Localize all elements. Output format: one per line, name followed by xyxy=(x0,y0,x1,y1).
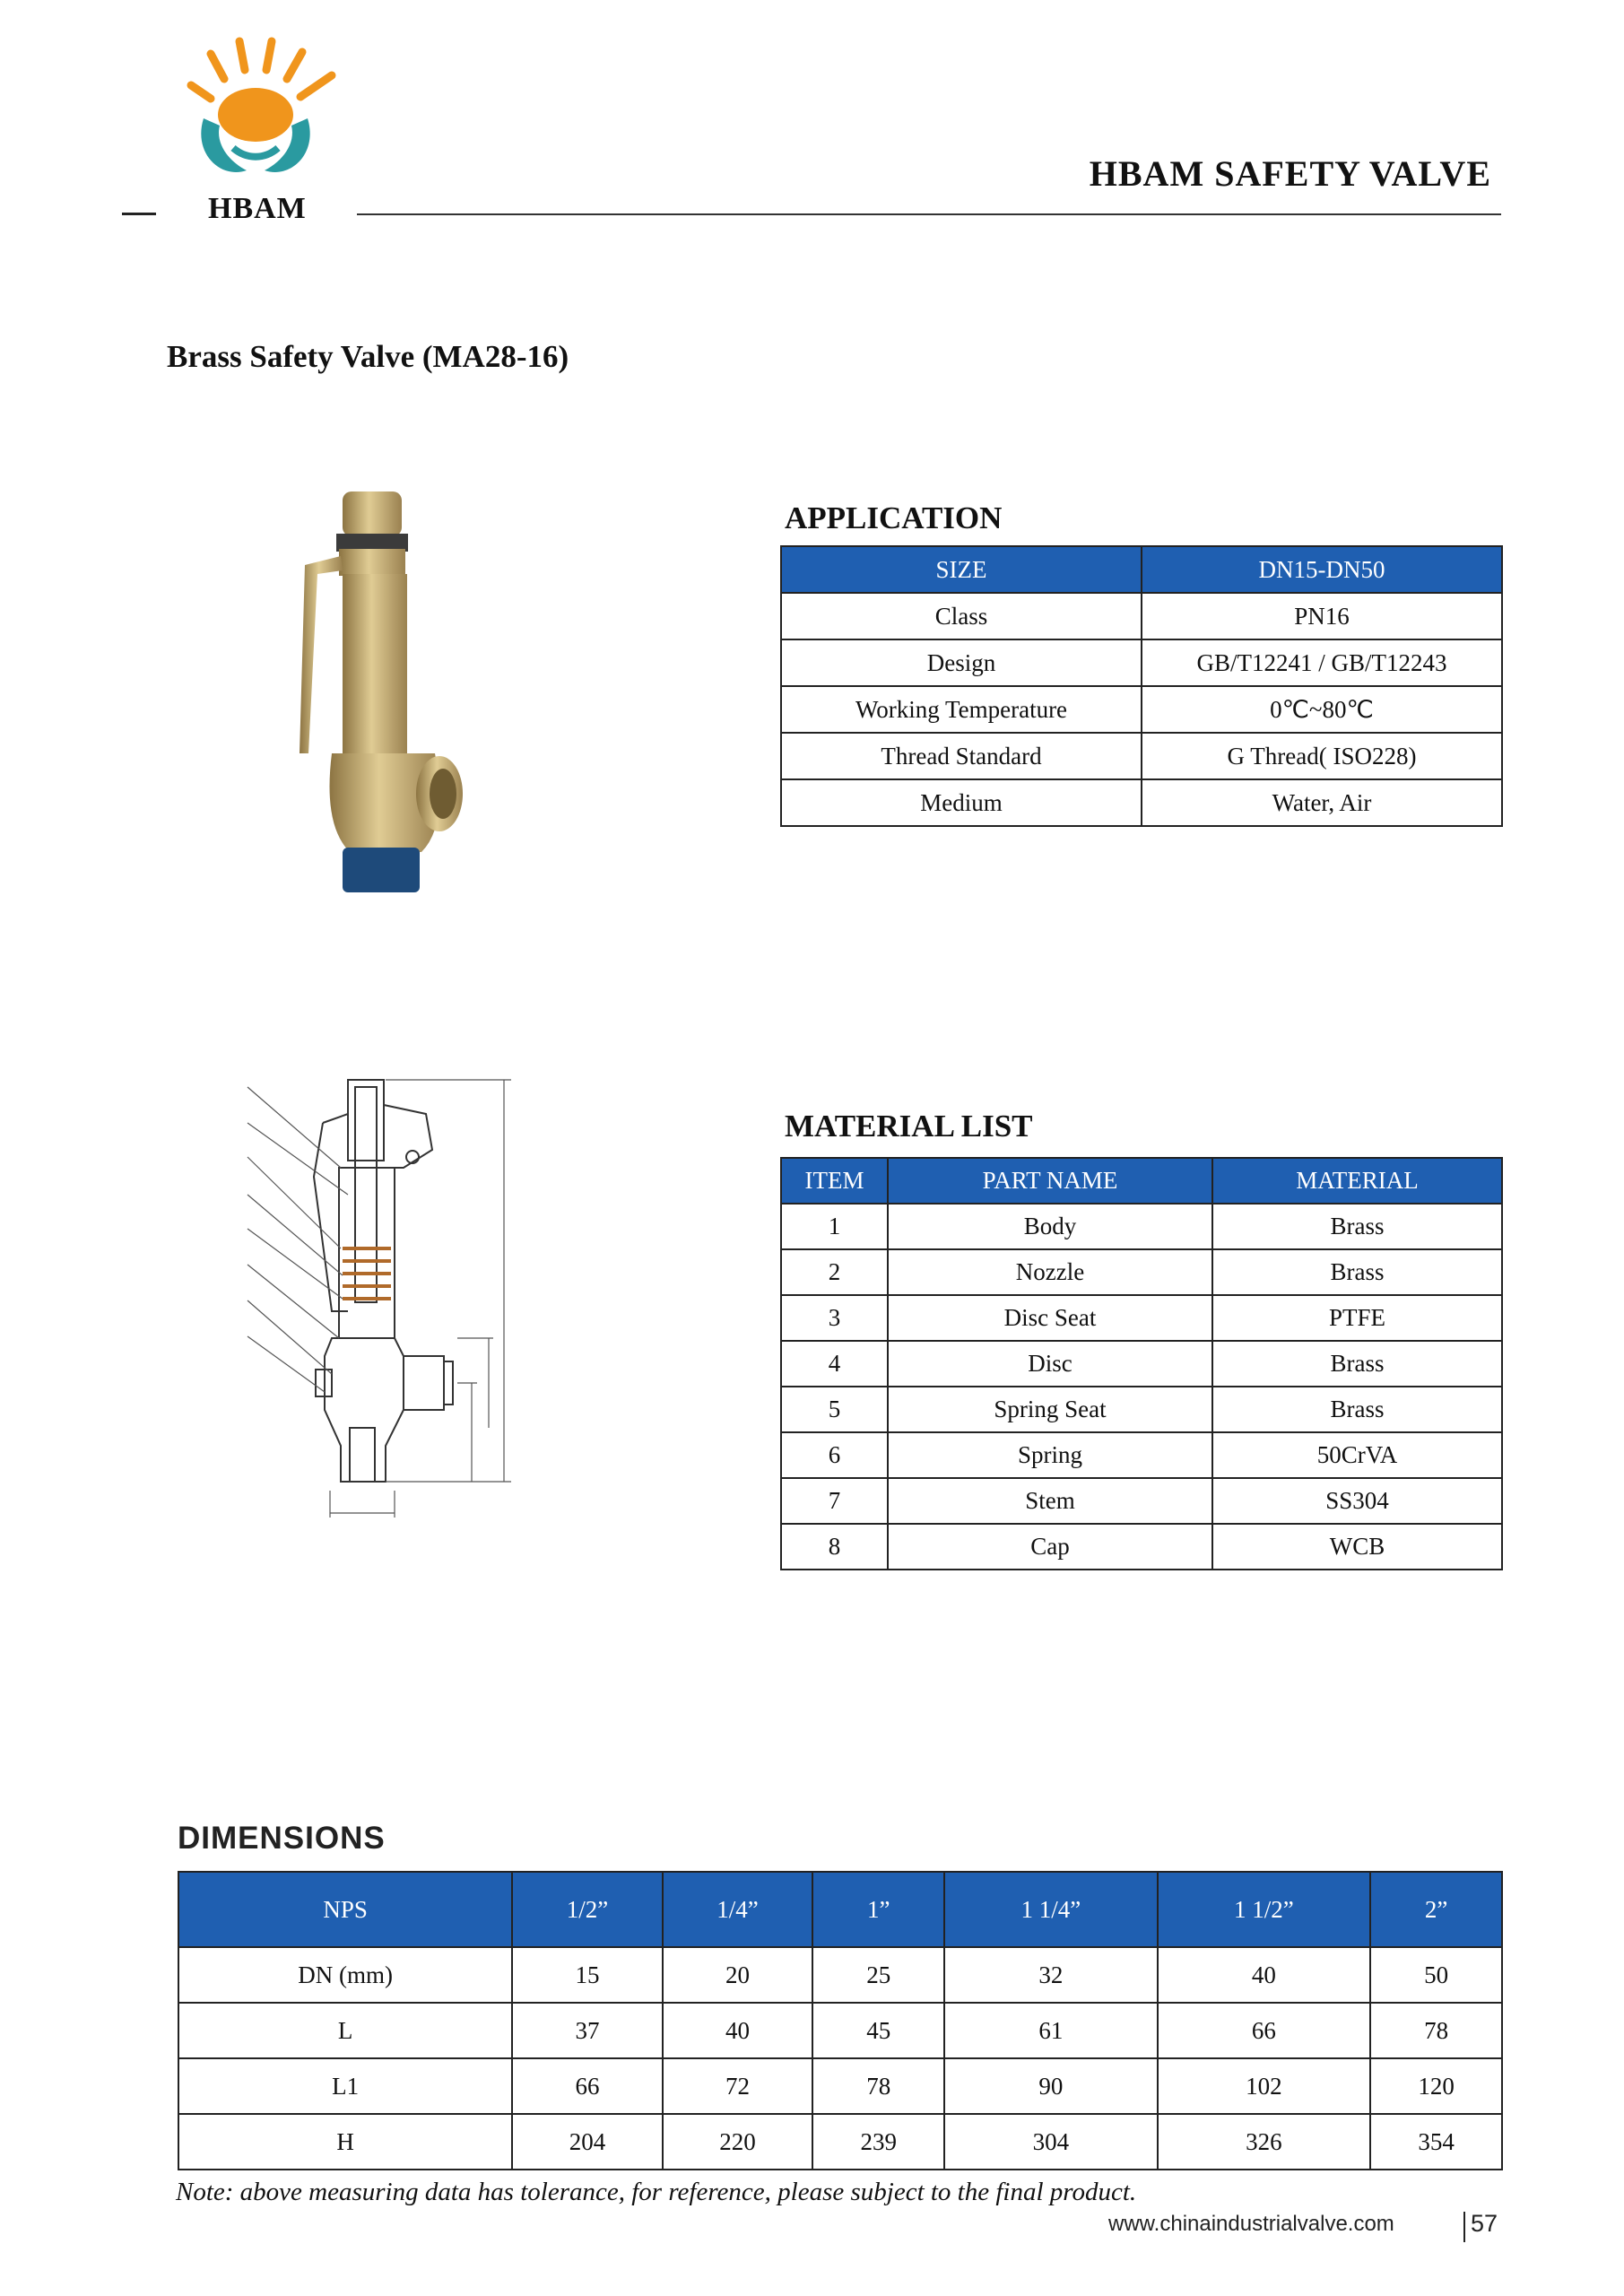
table-row xyxy=(781,1387,1502,1432)
column-header-nps: NPS xyxy=(178,1872,512,1947)
dimension-cell: 78 xyxy=(812,2058,944,2114)
table-row xyxy=(781,1432,1502,1478)
dimension-cell: 40 xyxy=(663,2003,813,2058)
table-row xyxy=(781,1478,1502,1524)
hbam-logo xyxy=(184,36,345,188)
spec-value: GB/T12241 / GB/T12243 xyxy=(1142,639,1502,686)
column-header-size: 1 1/4” xyxy=(944,1872,1158,1947)
dimension-cell: 239 xyxy=(812,2114,944,2170)
application-header-value: DN15-DN50 xyxy=(1142,546,1502,593)
material-list-heading: MATERIAL LIST xyxy=(785,1109,1033,1144)
document-title: HBAM SAFETY VALVE xyxy=(1089,153,1491,194)
item-cell: 2 xyxy=(781,1249,888,1295)
column-header-size: 1” xyxy=(812,1872,944,1947)
item-cell: 8 xyxy=(781,1524,888,1570)
part-name-cell: Disc xyxy=(888,1341,1212,1387)
table-row xyxy=(178,2058,1502,2114)
row-label: L1 xyxy=(178,2058,512,2114)
part-name-cell: Disc Seat xyxy=(888,1295,1212,1341)
item-cell: 6 xyxy=(781,1432,888,1478)
page-number: 57 xyxy=(1471,2210,1498,2237)
dimension-cell: 220 xyxy=(663,2114,813,2170)
material-cell: Brass xyxy=(1212,1249,1502,1295)
dimension-cell: 326 xyxy=(1158,2114,1371,2170)
table-row xyxy=(781,639,1502,686)
material-header-row xyxy=(781,1158,1502,1204)
material-list-table xyxy=(780,1157,1503,1570)
material-cell: PTFE xyxy=(1212,1295,1502,1341)
column-header-item: ITEM xyxy=(781,1158,888,1204)
dimension-cell: 32 xyxy=(944,1947,1158,2003)
valve-photo xyxy=(287,484,466,906)
material-cell: SS304 xyxy=(1212,1478,1502,1524)
spec-value: Water, Air xyxy=(1142,779,1502,826)
part-name-cell: Spring xyxy=(888,1432,1212,1478)
material-cell: Brass xyxy=(1212,1204,1502,1249)
dimension-cell: 204 xyxy=(512,2114,663,2170)
row-label: L xyxy=(178,2003,512,2058)
row-label: H xyxy=(178,2114,512,2170)
item-cell: 7 xyxy=(781,1478,888,1524)
part-name-cell: Stem xyxy=(888,1478,1212,1524)
spec-label: Working Temperature xyxy=(781,686,1142,733)
column-header-size: 1 1/2” xyxy=(1158,1872,1371,1947)
spec-value: PN16 xyxy=(1142,593,1502,639)
spec-label: Design xyxy=(781,639,1142,686)
part-name-cell: Nozzle xyxy=(888,1249,1212,1295)
table-row xyxy=(781,1295,1502,1341)
material-cell: WCB xyxy=(1212,1524,1502,1570)
dimension-cell: 40 xyxy=(1158,1947,1371,2003)
dimension-cell: 61 xyxy=(944,2003,1158,2058)
dimension-cell: 72 xyxy=(663,2058,813,2114)
dimensions-header-row xyxy=(178,1872,1502,1947)
table-row xyxy=(178,1947,1502,2003)
dimension-cell: 25 xyxy=(812,1947,944,2003)
header-rule xyxy=(357,213,1501,215)
column-header-part-name: PART NAME xyxy=(888,1158,1212,1204)
table-row xyxy=(178,2003,1502,2058)
spec-label: Class xyxy=(781,593,1142,639)
table-row xyxy=(781,1249,1502,1295)
part-name-cell: Body xyxy=(888,1204,1212,1249)
item-cell: 5 xyxy=(781,1387,888,1432)
tolerance-note: Note: above measuring data has tolerance, for reference, please subject to the final product. xyxy=(176,2178,1137,2206)
column-header-material: MATERIAL xyxy=(1212,1158,1502,1204)
column-header-size: 1/4” xyxy=(663,1872,813,1947)
product-title: Brass Safety Valve (MA28-16) xyxy=(167,339,569,374)
spec-label: Medium xyxy=(781,779,1142,826)
valve-cross-section-diagram xyxy=(242,1069,529,1535)
brand-name: HBAM xyxy=(208,192,307,225)
dimension-cell: 354 xyxy=(1370,2114,1502,2170)
dimension-cell: 102 xyxy=(1158,2058,1371,2114)
dimension-cell: 45 xyxy=(812,2003,944,2058)
application-header-label: SIZE xyxy=(781,546,1142,593)
dimension-cell: 78 xyxy=(1370,2003,1502,2058)
dimension-cell: 20 xyxy=(663,1947,813,2003)
dimension-cell: 66 xyxy=(1158,2003,1371,2058)
part-name-cell: Cap xyxy=(888,1524,1212,1570)
row-label: DN (mm) xyxy=(178,1947,512,2003)
material-cell: Brass xyxy=(1212,1387,1502,1432)
dimension-cell: 50 xyxy=(1370,1947,1502,2003)
item-cell: 1 xyxy=(781,1204,888,1249)
dimension-cell: 120 xyxy=(1370,2058,1502,2114)
table-row xyxy=(781,686,1502,733)
table-row xyxy=(781,1524,1502,1570)
application-heading: APPLICATION xyxy=(785,500,1003,535)
header-dash xyxy=(122,213,156,215)
dimensions-table xyxy=(178,1871,1503,2170)
spec-value: 0℃~80℃ xyxy=(1142,686,1502,733)
column-header-size: 2” xyxy=(1370,1872,1502,1947)
application-table xyxy=(780,545,1503,827)
dimension-cell: 15 xyxy=(512,1947,663,2003)
dimension-cell: 66 xyxy=(512,2058,663,2114)
page-number-divider xyxy=(1463,2212,1465,2242)
dimension-cell: 90 xyxy=(944,2058,1158,2114)
table-row xyxy=(781,1341,1502,1387)
table-row xyxy=(781,593,1502,639)
part-name-cell: Spring Seat xyxy=(888,1387,1212,1432)
website-link[interactable]: www.chinaindustrialvalve.com xyxy=(1108,2212,1394,2236)
dimension-cell: 37 xyxy=(512,2003,663,2058)
spec-value: G Thread( ISO228) xyxy=(1142,733,1502,779)
table-row xyxy=(178,2114,1502,2170)
spec-label: Thread Standard xyxy=(781,733,1142,779)
table-row xyxy=(781,779,1502,826)
dimensions-heading: DIMENSIONS xyxy=(178,1821,386,1856)
material-cell: Brass xyxy=(1212,1341,1502,1387)
table-row xyxy=(781,733,1502,779)
item-cell: 4 xyxy=(781,1341,888,1387)
material-cell: 50CrVA xyxy=(1212,1432,1502,1478)
table-row xyxy=(781,1204,1502,1249)
item-cell: 3 xyxy=(781,1295,888,1341)
column-header-size: 1/2” xyxy=(512,1872,663,1947)
application-header-row xyxy=(781,546,1502,593)
dimension-cell: 304 xyxy=(944,2114,1158,2170)
